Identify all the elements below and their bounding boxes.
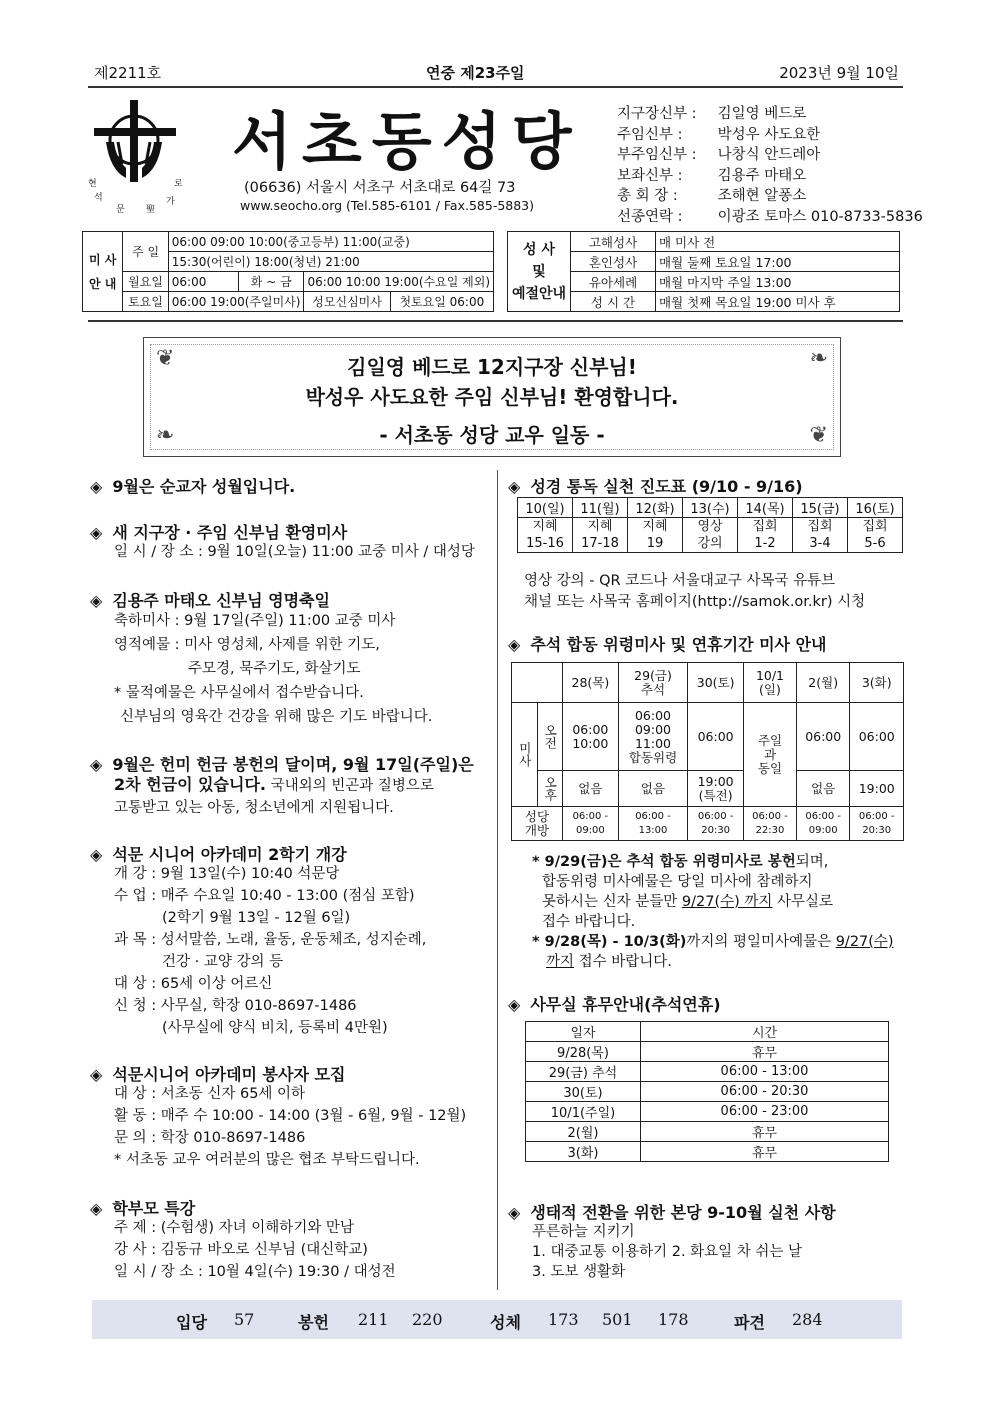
mass-label: 미 사 안 내 <box>83 232 123 312</box>
bible-note: 채널 또는 사목국 홈페이지(http://samok.or.kr) 시청 <box>524 594 866 610</box>
table-row: 3(화) 휴무 <box>526 1142 889 1162</box>
clergy-row <box>617 125 923 146</box>
first-saturday: 첫토요일 06:00 <box>390 292 493 312</box>
clergy-role: 주임신부 : <box>617 126 683 143</box>
section-line: 과 목 : 성서말씀, 노래, 율동, 운동체조, 성지순례, <box>114 932 427 948</box>
parish-contact: www.seocho.org (Tel.585-6101 / Fax.585-5883) <box>240 198 535 213</box>
day-header: 11(월) <box>573 498 628 518</box>
bible-note: 영상 강의 - QR 코드나 서울대교구 사목국 유튜브 <box>524 573 836 589</box>
clergy-role: 선종연락 : <box>617 208 683 225</box>
section-title: ◈ 학부모 특강 <box>90 1199 196 1218</box>
section-line: 개 강 : 9월 13일(수) 10:40 석문당 <box>114 866 340 882</box>
issue-header-bar <box>88 58 903 88</box>
chuseok-mass-table <box>511 662 904 841</box>
mass-row-label: 미사 <box>512 703 538 807</box>
mass-time-cell: 없음 <box>563 771 619 807</box>
sacrament-time: 매월 마지막 주일 13:00 <box>656 272 900 292</box>
mass-time-cell: 06:00 10:00 <box>563 703 619 771</box>
section-line: 건강 · 교양 강의 등 <box>162 954 284 970</box>
sunday-times: 06:00 09:00 10:00(중고등부) 11:00(교중) <box>168 232 493 252</box>
saturday-label: 토요일 <box>123 292 168 312</box>
logo-char: 聖 <box>146 205 156 215</box>
section-line: 일 시 / 장 소 : 9월 10일(오늘) 11:00 교중 미사 / 대성당 <box>114 544 475 560</box>
stat-label: 파견 <box>734 1313 765 1332</box>
monday-label: 월요일 <box>123 272 168 292</box>
clergy-role: 보좌신부 : <box>617 167 683 184</box>
day-header: 13(수) <box>683 498 738 518</box>
sunday-label: 주 일 <box>123 232 168 272</box>
day-header: 14(목) <box>738 498 793 518</box>
section-title: ◈ 석문시니어 아카데미 봉사자 모집 <box>90 1065 346 1084</box>
section-line: 영적예물 : 미사 영성체, 사제를 위한 기도, <box>114 637 380 653</box>
stat-label: 봉헌 <box>298 1313 329 1332</box>
mass-time-cell: 06:00 <box>688 703 744 771</box>
reading-cell: 지혜 15-16 <box>518 518 573 553</box>
pm-label: 오후 <box>537 771 563 807</box>
flourish-icon: ❦ <box>156 346 175 371</box>
logo-char: 석 <box>94 193 103 203</box>
section-title: ◈ 석문 시니어 아카데미 2학기 개강 <box>90 845 347 864</box>
stat-value: 173 <box>548 1310 579 1329</box>
welcome-banner <box>143 337 841 457</box>
chuseok-note: * 9/29(금)은 추석 합동 위령미사로 봉헌되며, <box>532 854 829 870</box>
section-title: ◈ 성경 통독 실천 진도표 (9/10 - 9/16) <box>508 477 803 496</box>
table-header: 일자 <box>526 1022 641 1042</box>
open-time: 06:00 - 13:00 <box>618 807 688 841</box>
logo-char: 가 <box>166 197 175 207</box>
clergy-name: 조해현 알퐁소 <box>717 188 807 204</box>
open-time: 06:00 - 20:30 <box>688 807 744 841</box>
section-line: 강 사 : 김동규 바오로 신부님 (대신학교) <box>114 1242 368 1258</box>
welcome-line: 박성우 사도요한 주임 신부님! 환영합니다. <box>305 385 679 409</box>
section-title: ◈ 9월은 헌미 헌금 봉헌의 달이며, 9월 17일(주일)은 <box>90 755 474 774</box>
stat-value: 178 <box>658 1310 689 1329</box>
day-header: 29(금) 추석 <box>618 663 688 703</box>
flourish-icon: ❦ <box>809 423 828 448</box>
chuseok-note: * 9/28(목) - 10/3(화)까지의 평일미사예물은 9/27(수) <box>532 934 894 950</box>
parish-logo <box>88 98 188 213</box>
attendance-stats-bar <box>92 1300 902 1339</box>
day-header: 2(월) <box>796 663 850 703</box>
am-label: 오전 <box>537 703 563 771</box>
section-line: 대 상 : 서초동 신자 65세 이하 <box>114 1086 306 1102</box>
clergy-row <box>617 145 923 166</box>
diamond-icon: ◈ <box>90 591 103 610</box>
clergy-role: 총 회 장 : <box>617 188 678 204</box>
sacrament-time: 매월 둘째 토요일 17:00 <box>656 252 900 272</box>
table-row: 29(금) 추석 06:00 - 13:00 <box>526 1062 889 1082</box>
reading-cell: 집회 1-2 <box>738 518 793 553</box>
mass-time-cell: 없음 <box>618 771 688 807</box>
reading-cell: 집회 3-4 <box>793 518 848 553</box>
stat-value: 220 <box>412 1310 443 1329</box>
diamond-icon: ◈ <box>508 477 521 496</box>
section-title: ◈ 추석 합동 위령미사 및 연휴기간 미사 안내 <box>508 635 827 654</box>
section-line: 문 의 : 학장 010-8697-1486 <box>114 1130 306 1146</box>
section-line: 주모경, 묵주기도, 화살기도 <box>188 661 361 677</box>
clergy-name: 박성우 사도요한 <box>717 126 821 143</box>
diamond-icon: ◈ <box>90 1065 103 1084</box>
table-row: 9/28(목) 휴무 <box>526 1042 889 1062</box>
open-time: 06:00 - 09:00 <box>563 807 619 841</box>
diamond-icon: ◈ <box>508 995 521 1014</box>
sunday-times: 15:30(어린이) 18:00(청년) 21:00 <box>168 252 493 272</box>
weekday-label: 화 ~ 금 <box>238 272 304 292</box>
clergy-name: 나창식 안드레아 <box>717 147 821 163</box>
section-title: ◈ 사무실 휴무안내(추석연휴) <box>508 995 721 1014</box>
day-header: 10/1 (일) <box>744 663 797 703</box>
open-label: 성당 개방 <box>512 807 563 841</box>
table-header: 시간 <box>641 1022 889 1042</box>
section-line: * 물적예물은 사무실에서 접수받습니다. <box>114 685 364 701</box>
divider <box>88 320 903 322</box>
sacrament-table <box>507 231 900 312</box>
section-line: 일 시 / 장 소 : 10월 4일(수) 19:30 / 대성전 <box>114 1264 396 1280</box>
parish-name: 서초동성당 <box>232 105 582 178</box>
section-line: 대 상 : 65세 이상 어르신 <box>114 976 273 992</box>
mass-time-cell: 19:00 (특전) <box>688 771 744 807</box>
flourish-icon: ❧ <box>156 423 175 448</box>
sacrament-name: 유아세례 <box>571 272 656 292</box>
clergy-name: 김일영 베드로 <box>717 106 807 122</box>
welcome-signature: - 서초동 성당 교우 일동 - <box>379 423 605 447</box>
chuseok-note: 접수 바랍니다. <box>542 914 636 930</box>
logo-char: 현 <box>88 179 97 189</box>
sacrament-time: 매월 첫째 목요일 19:00 미사 후 <box>656 292 900 312</box>
section-title: ◈ 김용주 마태오 신부님 영명축일 <box>90 591 330 610</box>
reading-cell: 영상 강의 <box>683 518 738 553</box>
diamond-icon: ◈ <box>90 523 103 542</box>
clergy-row <box>617 186 923 207</box>
section-line: 신 청 : 사무실, 학장 010-8697-1486 <box>114 998 357 1014</box>
open-time: 06:00 - 20:30 <box>850 807 904 841</box>
section-title: ◈ 새 지구장 · 주임 신부님 환영미사 <box>90 523 348 542</box>
clergy-role: 지구장신부 : <box>617 106 697 122</box>
stat-value: 501 <box>602 1310 633 1329</box>
diamond-icon: ◈ <box>90 1199 103 1218</box>
section-title: ◈ 9월은 순교자 성월입니다. <box>90 477 296 496</box>
day-header: 12(화) <box>628 498 683 518</box>
flourish-icon: ❧ <box>809 346 828 371</box>
table-row: 10/1(주일) 06:00 - 23:00 <box>526 1102 889 1122</box>
sacrament-name: 고해성사 <box>571 232 656 252</box>
clergy-list <box>617 104 923 227</box>
day-header: 3(화) <box>850 663 904 703</box>
sacrament-name: 혼인성사 <box>571 252 656 272</box>
chuseok-note: 까지 접수 바랍니다. <box>546 954 672 970</box>
sacrament-name: 성 시 간 <box>571 292 656 312</box>
reading-cell: 지혜 17-18 <box>573 518 628 553</box>
diamond-icon: ◈ <box>90 845 103 864</box>
day-header: 10(일) <box>518 498 573 518</box>
clergy-row <box>617 166 923 187</box>
clergy-role: 부주임신부 : <box>617 147 697 163</box>
diamond-icon: ◈ <box>508 1203 521 1222</box>
bible-reading-table <box>517 497 903 553</box>
day-header: 15(금) <box>793 498 848 518</box>
section-line: 수 업 : 매주 수요일 10:40 - 13:00 (점심 포함) <box>114 888 415 904</box>
marian-mass: 성모신심미사 <box>304 292 390 312</box>
sacrament-time: 매 미사 전 <box>656 232 900 252</box>
day-header: 28(목) <box>563 663 619 703</box>
mass-time-cell: 06:00 <box>796 703 850 771</box>
column-divider <box>497 470 498 1290</box>
diamond-icon: ◈ <box>90 477 103 496</box>
section-line: 축하미사 : 9월 17일(주일) 11:00 교중 미사 <box>114 613 396 629</box>
section-line: 신부님의 영육간 건강을 위해 많은 기도 바랍니다. <box>120 709 433 725</box>
empty-cell <box>512 663 563 703</box>
sacrament-label: 성 사 및 예절안내 <box>508 232 571 312</box>
section-line: 3. 도보 생활화 <box>532 1264 626 1280</box>
open-time: 06:00 - 22:30 <box>744 807 797 841</box>
open-time: 06:00 - 09:00 <box>796 807 850 841</box>
section-line: 활 동 : 매주 수 10:00 - 14:00 (3월 - 6월, 9월 - 12월) <box>114 1108 467 1124</box>
section-line: 푸른하늘 지키기 <box>532 1224 635 1240</box>
clergy-row <box>617 104 923 125</box>
clergy-name: 김용주 마태오 <box>717 167 807 184</box>
day-header: 30(토) <box>688 663 744 703</box>
section-line: * 서초동 교우 여러분의 많은 협조 부탁드립니다. <box>114 1152 420 1168</box>
clergy-name: 이광조 토마스 010-8733-5836 <box>717 208 923 225</box>
issue-number: 제2211호 <box>94 64 162 82</box>
clergy-row <box>617 207 923 228</box>
liturgical-week: 연중 제23주일 <box>426 64 525 82</box>
day-header: 16(토) <box>848 498 903 518</box>
stat-value: 57 <box>234 1310 255 1329</box>
section-line: (2학기 9월 13일 - 12월 6일) <box>162 910 351 926</box>
table-row: 2(월) 휴무 <box>526 1122 889 1142</box>
stat-label: 입당 <box>176 1313 207 1332</box>
section-line: (사무실에 양식 비치, 등록비 4만원) <box>162 1020 388 1036</box>
chuseok-note: 못하시는 신자 분들만 9/27(수) 까지 사무실로 <box>542 894 834 910</box>
section-line: 주 제 : (수험생) 자녀 이해하기와 만남 <box>114 1220 354 1236</box>
mass-time-cell: 06:00 09:00 11:00 합동위령 <box>618 703 688 771</box>
monday-times: 06:00 <box>168 272 238 292</box>
section-line: 2차 헌금이 있습니다. 국내외의 빈곤과 질병으로 <box>114 775 434 794</box>
mass-time-cell: 19:00 <box>850 771 904 807</box>
section-line: 1. 대중교통 이용하기 2. 화요일 차 쉬는 날 <box>532 1244 803 1260</box>
logo-char: 로 <box>174 179 183 189</box>
chuseok-note: 합동위령 미사예물은 당일 미사에 참례하지 <box>542 874 813 890</box>
section-title: ◈ 생태적 전환을 위한 본당 9-10월 실천 사항 <box>508 1203 836 1222</box>
welcome-line: 김일영 베드로 12지구장 신부님! <box>347 355 637 379</box>
stat-value: 211 <box>358 1310 389 1329</box>
saturday-times: 06:00 19:00(주일미사) <box>168 292 304 312</box>
table-row: 30(토) 06:00 - 20:30 <box>526 1082 889 1102</box>
mass-time-cell: 06:00 <box>850 703 904 771</box>
parish-address: (06636) 서울시 서초구 서초대로 64길 73 <box>244 180 516 196</box>
stat-label: 성체 <box>490 1313 521 1332</box>
stat-value: 284 <box>792 1310 823 1329</box>
office-closure-table <box>525 1021 889 1162</box>
reading-cell: 지혜 19 <box>628 518 683 553</box>
weekday-times: 06:00 10:00 19:00(수요일 제외) <box>304 272 494 292</box>
mass-time-cell: 없음 <box>796 771 850 807</box>
diamond-icon: ◈ <box>90 755 103 774</box>
mass-time-cell: 주일 과 동일 <box>744 703 797 807</box>
logo-char: 문 <box>116 205 125 215</box>
issue-date: 2023년 9월 10일 <box>779 64 899 82</box>
mass-schedule-table <box>82 231 494 312</box>
reading-cell: 집회 5-6 <box>848 518 903 553</box>
diamond-icon: ◈ <box>508 635 521 654</box>
section-line: 고통받고 있는 아동, 청소년에게 지원됩니다. <box>114 800 394 816</box>
